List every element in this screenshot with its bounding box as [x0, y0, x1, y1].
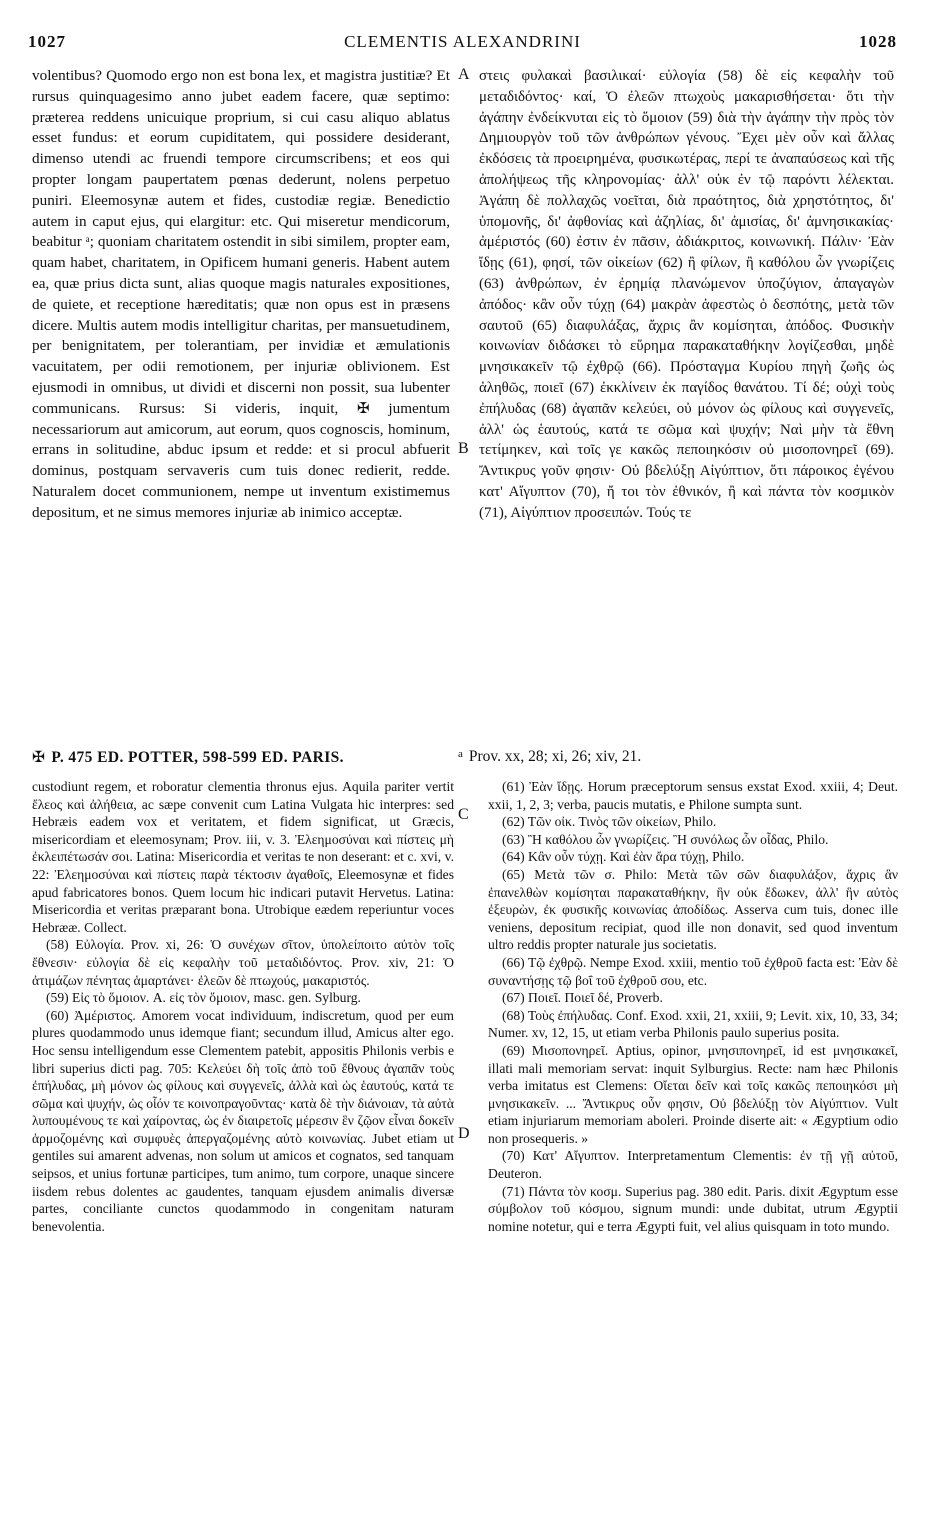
latin-paragraph: volentibus? Quomodo ergo non est bona lex, et magistra justitiæ? Et rursus quinquagesimo anno jubet eadem facere, quæ septimo: præterea reddens unicuique proprium, si cui casu aliquo ablatus esset fundus: et eorum cupiditatem, qui possidere desiderant, dimenso utendi ac fruendi tempore circumscribens; et eos qui propter longam paupertatem pœnas dederunt, nolens perpetuo puniri. Eleemosynæ autem et fides, custodiæ regiæ. Benedictio autem in caput ejus, qui elargitur: etc. Qui miseretur mendicorum, beabitur ᵃ; quoniam charitatem ostendit in sibi similem, propter eam, quam habet, charitatem, in Opificem humani generis. Habent autem ea, quæ prius dicta sunt, alias quoque magis naturales expositiones, de quiete, et receptione hæreditatis; quæ non opus est in præsens dicere. Multis autem modis intelligitur charitas, per mansuetudinem, per benignitatem, per tolerantiam, per invidiæ et æmulationis vacuitatem, per odii remotionem, per injuriæ oblivionem. Est ejusmodi in omnibus, ut dividi et discerni non possit, sua lubenter communicans. Rursus: Si videris, inquit, ✠ jumentum necessariorum aut amicorum, aut eorum, quos cognoscis, hominum, errans in solitudine, abduc ipsum et redde: et si procul abfuerit dominus, postquam servaveris cum tuis donec redierit, redde. Naturalem docet communionem, nempe ut inventum existimemus depositum, et ne simus memores injuriæ ab inimico acceptæ. [32, 67, 450, 521]
main-text-latin [32, 66, 450, 524]
edition-reference: P. 475 ED. POTTER, 598-599 ED. PARIS. [51, 749, 344, 766]
running-title: CLEMENTIS ALEXANDRINI [344, 32, 581, 51]
cross-star-icon: ✠ [32, 749, 46, 766]
note-66: (66) Τῷ ἐχθρῷ. Nempe Exod. xxiii, mentio τοῦ ἐχθροῦ facta est: Ἐὰν δὲ συναντήσῃς τῷ βοΐ τοῦ ἐχθροῦ σου, etc. [488, 954, 898, 988]
footnote-mark: a [458, 748, 463, 760]
page-number-left: 1027 [28, 32, 66, 51]
greek-paragraph: στεις φυλακαὶ βασιλικαί· εὐλογία (58) δὲ εἰς κεφαλὴν τοῦ μεταδιδόντος· καί, Ὁ ἐλεῶν πτωχοὺς μακαρισθήσεται· ὅτι τὴν ἀγάπην ἐνδείκνυται εἰς τὸ ὅμοιον (59) διὰ τὴν ἀγάπην τὴν πρὸς τὸν Δημιουργὸν τοῦ τῶν ἀνθρώπων γένους. Ἔχει μὲν οὖν καὶ ἄλλας ἐκδόσεις τὰ προειρημένα, φυσικωτέρας, περί τε ἀναπαύσεως καὶ τῆς ἀπολήψεως τῆς κληρονομίας· ἀλλ' οὐκ ἐν τῷ παρόντι λέλεκται. Ἀγάπη δὲ πολλαχῶς νοεῖται, διὰ πραότητος, διὰ χρηστότητος, δι' ὑπομονῆς, δι' ἀφθονίας καὶ ἀζηλίας, δι' ἀμισίας, δι' ἀμνησικακίας· ἀμέριστός (60) ἐστιν ἐν πᾶσιν, ἀδιάκριτος, κοινωνική. Πάλιν· Ἐὰν ἴδῃς (61), φησί, τῶν οἰκείων (62) ἢ φίλων, ἢ καθόλου ὧν γνωρίζεις (63) ἀνθρώπων, ἐν ἐρημίᾳ πλανώμενον ὑποζύγιον, ἀπαγαγὼν ἀπόδος· κἂν οὖν τύχῃ (64) μακρὰν ἀφεστὼς ὁ δεσπότης, μετὰ τῶν σαυτοῦ (65) διαφυλάξας, ἄχρις ἂν κομίσηται, ἀπόδος. Φυσικὴν κοινωνίαν διδάσκει τὸ εὕρημα παρακαταθήκην λογίζεσθαι, μηδὲ μνησικακεῖν τῷ ἐχθρῷ (66). Πρόσταγμα Κυρίου πηγὴ ζωῆς ὡς ἀληθῶς, ποιεῖ (67) ἐκκλίνειν ἐκ παγίδος θανάτου. Τί δέ; οὐχὶ τοὺς ἐπήλυδας (68) ἀγαπᾶν κελεύει, οὐ μόνον ὡς φίλους καὶ συγγενεῖς, ἀλλ' ὡς ἑαυτούς, κατά τε σῶμα καὶ ψυχήν; Ναὶ μὴν τὰ ἔθνη τετίμηκεν, καὶ τοῖς γε κακῶς πεποιηκόσιν οὐ μισοπονηρεῖ (69). Ἄντικρυς γοῦν φησιν· Οὐ βδελύξῃ Αἰγύπτιον, ὅτι πάροικος ἐγένου κατ' Αἴγυπτον (70), ἤ τοι τὸν ἐθνικόν, ἢ καὶ πάντα τὸν κοσμικὸν (71), Αἰγύπτιον προσειπών. Τούς τε [479, 68, 894, 521]
main-text-greek [479, 66, 894, 524]
page-number-right: 1028 [859, 32, 897, 51]
note-continuation: custodiunt regem, et roboratur clementia thronus ejus. Aquila pariter vertit ἔλεος καὶ ἀλήθεια, ac sæpe convenit cum Latina Vulgata hic interpres: sed Hebræis eadem vox et veritatem, et fidem significat, ut Græcis, misericordiam et eleemosynam; Prov. iii, v. 3. Ἐλεημοσύναι καὶ πίστεις μὴ ἐκλειπέτωσάν σοι. Latina: Misericordia et veritas te non deserant: et c. xvi, v. 22: Ἐλεημοσύναι καὶ πίστεις παρὰ τέκτοσιν ἀγαθοῖς, Eleemosynæ et fides apud fabricatores bonos. Quem locum hic indicari putavit Hervetus. Latina: Misericordia et veritas præparant bona. Utrobique eædem reperiuntur voces Hebrææ. Collect. [32, 779, 454, 935]
edition-reference-line [32, 748, 462, 767]
note-69: (69) Μισοπονηρεῖ. Aptius, opinor, μνησιπονηρεῖ, id est μνησικακεῖ, illati mali memoriam servat: inquit Sylburgius. Recte: nam hæc Philonis verba imitatus est Clemens: Οἴεται δεῖν καὶ τοῖς κακῶς πεποιηκόσι μὴ μνησικακεῖν. ... Ἄντικρυς οὖν φησιν, Οὐ βδελύξῃ τὸν Αἰγύπτιον. Vult etiam injuriarum memoriam aboleri. Proinde diserte ait: « Ægyptium odio non prosequeris. » [488, 1042, 898, 1146]
note-71: (71) Πάντα τὸν κοσμ. Superius pag. 380 edit. Paris. dixit Ægyptum esse σύμβολον τοῦ κόσμου, signum mundi: unde dubitat, utrum Ægyptii nomine notetur, qui e terra Ægypti fuit, vel alius quisquam in toto mundo. [488, 1183, 898, 1234]
note-64: (64) Κἂν οὖν τύχῃ. Καὶ ἐὰν ἄρα τύχῃ, Philo. [502, 849, 745, 865]
note-67: (67) Ποιεῖ. Ποιεῖ δέ, Proverb. [502, 990, 663, 1006]
notes-column-right [488, 778, 898, 1235]
note-65: (65) Μετὰ τῶν σ. Philo: Μετὰ τῶν σῶν διαφυλάξον, ἄχρις ἂν ἐπανελθὼν κομίσηται παρακαταθήκην, ἣν οὐκ ἔδωκεν, ἀλλ' ἣν αὐτὸς ἐξευρὼν, ἐκ φυσικῆς κοινωνίας ἀποδίδως. Asserva cum tuis, donec ille veniens, depositum recipiat, quod ille non donavit, sed quod inventum ultro reddis propter naturale jus societatis. [488, 866, 898, 953]
note-70: (70) Κατ' Αἴγυπτον. Interpretamentum Clementis: ἐν τῇ γῇ αὐτοῦ, Deuteron. [488, 1148, 898, 1182]
notes-column-left [32, 778, 454, 1235]
page-header [28, 32, 897, 56]
note-62: (62) Τῶν οἰκ. Τινὸς τῶν οἰκείων, Philo. [502, 814, 717, 830]
scripture-footnote [458, 748, 898, 766]
note-63: (63) Ἢ καθόλου ὧν γνωρίζεις. Ἢ συνόλως ὧν οἶδας, Philo. [502, 831, 829, 847]
note-68: (68) Τοὺς ἐπήλυδας. Conf. Exod. xxii, 21, xxiii, 9; Levit. xix, 10, 33, 34; Numer. xv, 12, 15, ut etiam verba Philonis paulo superius posita. [488, 1007, 898, 1041]
note-59: (59) Εἰς τὸ ὅμοιον. A. εἰς τὸν ὅμοιον, masc. gen. Sylburg. [46, 990, 361, 1006]
note-58: (58) Εὐλογία. Prov. xi, 26: Ὁ συνέχων σῖτον, ὑπολείποιτο αὐτὸν τοῖς ἔθνεσιν· εὐλογία δὲ εἰς κεφαλὴν τοῦ μεταδιδόντος. Prov. xiv, 21: Ὁ ἀτιμάζων πένητας ἁμαρτάνει· ἐλεῶν δὲ πτωχούς, μακαριστός. [32, 937, 454, 988]
note-60: (60) Ἀμέριστος. Amorem vocat individuum, indiscretum, quod per eum plures quodammodo unus idemque fiant; secundum illud, Amicus alter ego. Hoc sensu intelligendum esse Clementem patebit, appositis Philonis verbis e libri superius dicti pag. 705: Κελεύει δὴ τοῖς ἀπὸ τοῦ ἔθνους ἀγαπᾶν τοὺς ἐπήλυδας, μὴ μόνον ὡς φίλους καὶ συγγενεῖς, ἀλλὰ καὶ ὡς ἑαυτούς, κατά τε σῶμα καὶ ψυχήν, ὡς οἷόν τε κοινοπραγοῦντας· κατὰ δὲ τὴν διάνοιαν, τὰ αὐτὰ λυπουμένους τε καὶ χαίροντας, ὡς ἐν διαιρετοῖς μέρεσιν ἓν ζῷον εἶναι δοκεῖν ἁρμοζομένης καὶ συμφυὲς ἀπεργαζομένης αὐτὸ κοινωνίας. Jubet etiam ut gentiles sui amarent advenas, non solum ut amicos et cognatos, sed tanquam seipsos, et unius fortunæ participes, tum animo, tum corpore, unaque sincere iisdem rebus dolentes ac gaudentes, tanquam ejusdem animalis diversæ partes, conciliante cunctos quodammodo in congenitam naturam benevolentia. [32, 1007, 454, 1234]
margin-letter-c: C [458, 806, 469, 823]
footnote-text: Prov. xx, 28; xi, 26; xiv, 21. [468, 748, 642, 765]
note-61: (61) Ἐὰν ἴδῃς. Horum præceptorum sensus exstat Exod. xxiii, 4; Deut. xxii, 1, 2, 3; verba, paucis mutatis, e Philone sumpta sunt. [488, 779, 898, 812]
margin-letter-d: D [458, 1125, 470, 1142]
margin-letter-a: A [458, 66, 470, 83]
margin-letter-b: B [458, 440, 469, 457]
